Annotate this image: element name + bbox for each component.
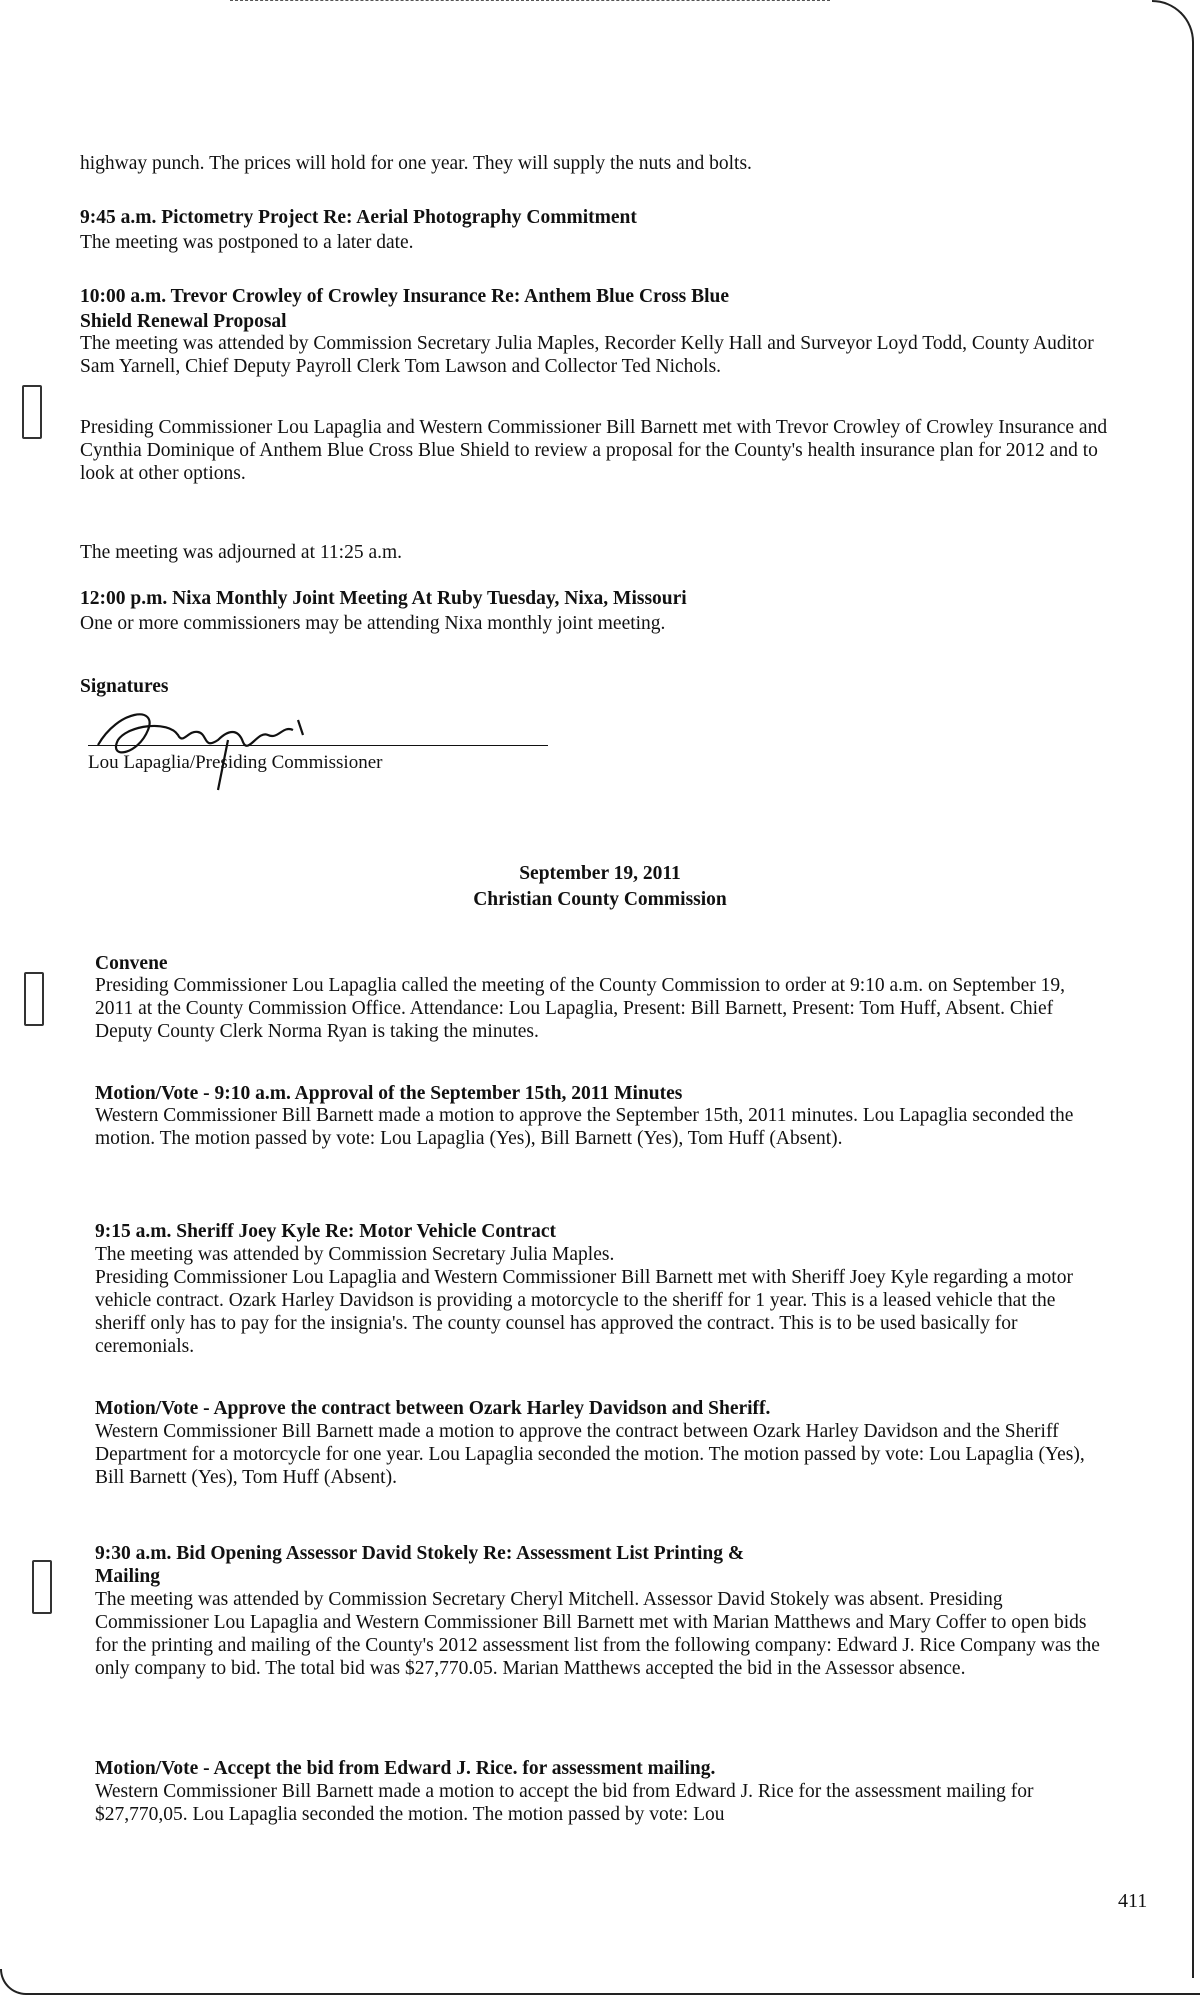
section-date: September 19, 2011 — [519, 863, 681, 884]
section-title: Christian County Commission — [473, 889, 727, 910]
heading: Motion/Vote - Approve the contract between Ozark Harley Davidson and Sheriff. — [95, 1398, 771, 1419]
signature-line — [88, 745, 548, 746]
signature-caption: Lou Lapaglia/Presiding Commissioner — [88, 752, 383, 773]
paragraph: The meeting was attended by Commission Secretary Julia Maples, Recorder Kelly Hall and Surveyor Loyd Todd, County Auditor Sam Yarnell, Chief Deputy Payroll Clerk Tom Lawson and Collector Ted Nichols. — [80, 333, 1094, 377]
paragraph: highway punch. The prices will hold for one year. They will supply the nuts and bolts. — [80, 153, 752, 174]
paragraph: The meeting was postponed to a later date. — [80, 232, 414, 253]
scan-bottom-edge — [30, 1993, 1200, 1995]
heading: 9:45 a.m. Pictometry Project Re: Aerial Photography Commitment — [80, 207, 637, 228]
heading: Shield Renewal Proposal — [80, 311, 287, 332]
scan-right-edge — [1192, 58, 1194, 1978]
paragraph: The meeting was attended by Commission Secretary Cheryl Mitchell. Assessor David Stokely was absent. Presiding Commissioner Lou Lapaglia and Western Commissioner Bill Barnett met with Marian Matthews and Mary Coffer to open bids for the printing and mailing of the County's 2012 assessment list from the following company: Edward J. Rice Company was the only company to bid. The total bid was $27,770.05. Marian Matthews accepted the bid in the Assessor absence. — [95, 1589, 1100, 1679]
heading: Motion/Vote - Accept the bid from Edward J. Rice. for assessment mailing. — [95, 1758, 716, 1779]
heading: Mailing — [95, 1566, 161, 1587]
scan-bottom-corner — [0, 1969, 36, 1995]
paragraph: Western Commissioner Bill Barnett made a motion to accept the bid from Edward J. Rice for the assessment mailing for $27,770,05. Lou Lapaglia seconded the motion. The motion passed by vote: Lou — [95, 1781, 1034, 1825]
scan-corner — [1152, 0, 1194, 62]
heading: 9:30 a.m. Bid Opening Assessor David Stokely Re: Assessment List Printing & — [95, 1543, 745, 1564]
margin-bracket — [32, 1560, 52, 1614]
paragraph: The meeting was adjourned at 11:25 a.m. — [80, 542, 403, 563]
paragraph: Presiding Commissioner Lou Lapaglia called the meeting of the County Commission to order at 9:10 a.m. on September 19, 2011 at the County Commission Office. Attendance: Lou Lapaglia, Present: Bill Barnett, Present: Tom Huff, Absent. Chief Deputy County Clerk Norma Ryan is taking the minutes. — [95, 975, 1065, 1042]
margin-bracket — [24, 972, 44, 1026]
heading: 12:00 p.m. Nixa Monthly Joint Meeting At Ruby Tuesday, Nixa, Missouri — [80, 588, 687, 609]
paragraph: Western Commissioner Bill Barnett made a motion to approve the September 15th, 2011 minutes. Lou Lapaglia seconded the motion. The motion passed by vote: Lou Lapaglia (Yes), Bill Barnett (Yes), Tom Huff (Absent). — [95, 1105, 1074, 1149]
section-header — [80, 862, 1120, 911]
paragraph: Western Commissioner Bill Barnett made a motion to approve the contract between Ozark Harley Davidson and the Sheriff Department for a motorcycle for one year. Lou Lapaglia seconded the motion. The motion passed by vote: Lou Lapaglia (Yes), Bill Barnett (Yes), Tom Huff (Absent). — [95, 1421, 1085, 1488]
signature-scribble — [88, 700, 388, 795]
scan-top-line — [230, 0, 830, 3]
heading: Convene — [95, 953, 168, 974]
page-number: 411 — [1118, 1890, 1148, 1912]
paragraph: Presiding Commissioner Lou Lapaglia and Western Commissioner Bill Barnett met with Trevor Crowley of Crowley Insurance and Cynthia Dominique of Anthem Blue Cross Blue Shield to review a proposal for the County's health insurance plan for 2012 and to look at other options. — [80, 417, 1108, 484]
heading: Signatures — [80, 676, 169, 697]
heading: 9:15 a.m. Sheriff Joey Kyle Re: Motor Vehicle Contract — [95, 1221, 557, 1242]
heading: 10:00 a.m. Trevor Crowley of Crowley Insurance Re: Anthem Blue Cross Blue — [80, 286, 730, 307]
paragraph: Presiding Commissioner Lou Lapaglia and Western Commissioner Bill Barnett met with Sheriff Joey Kyle regarding a motor vehicle contract. Ozark Harley Davidson is providing a motorcycle to the sheriff for 1 year. This is a leased vehicle that the sheriff only has to pay for the insignia's. The county counsel has approved the contract. This is to be used basically for ceremonials. — [95, 1267, 1073, 1357]
paragraph: One or more commissioners may be attending Nixa monthly joint meeting. — [80, 613, 666, 634]
heading: Motion/Vote - 9:10 a.m. Approval of the September 15th, 2011 Minutes — [95, 1083, 683, 1104]
paragraph: The meeting was attended by Commission Secretary Julia Maples. — [95, 1244, 615, 1265]
margin-bracket — [22, 385, 42, 439]
